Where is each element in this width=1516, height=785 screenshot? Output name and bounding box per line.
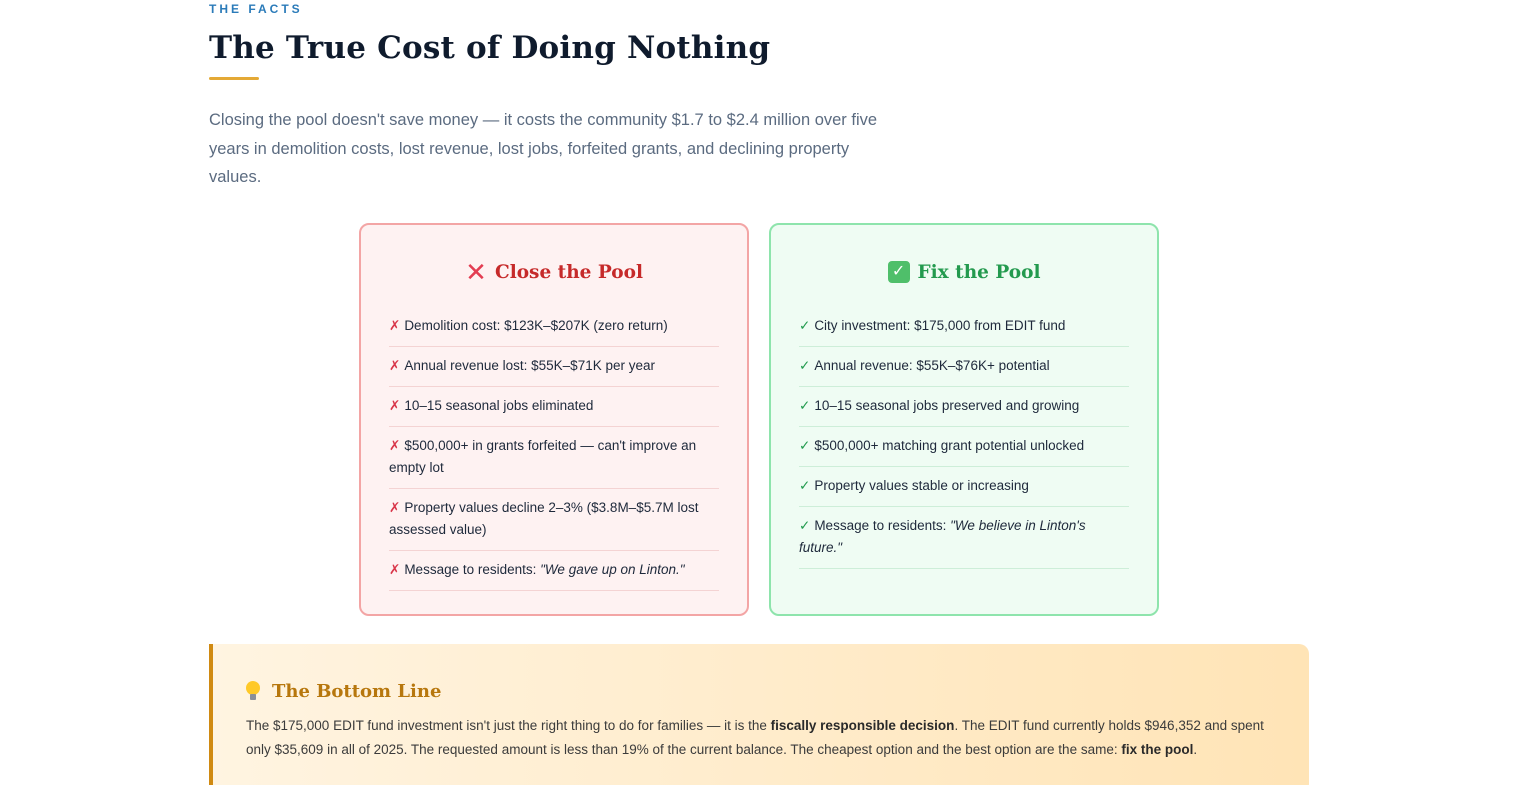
x-mark-icon: ✗ <box>389 398 401 413</box>
x-mark-icon: ✗ <box>389 562 401 577</box>
bottom-line-text <box>246 714 1286 762</box>
list-item <box>799 427 1129 467</box>
message-quote: "We gave up on Linton." <box>540 562 685 577</box>
bottom-line-text-part: . <box>1193 742 1198 757</box>
check-mark-icon: ✓ <box>799 518 811 533</box>
close-pool-card <box>359 223 749 616</box>
bottom-line-text-part: The $175,000 EDIT fund investment isn't just the right thing to do for families — it is the <box>246 718 771 733</box>
list-item-text: $500,000+ matching grant potential unlocked <box>814 438 1085 453</box>
list-item-text: Annual revenue: $55K–$76K+ potential <box>814 358 1050 373</box>
bottom-line-title: The Bottom Line <box>272 680 442 702</box>
bottom-line-text-part: . The EDIT fund currently holds $946,352 and spent only $35,609 in all of 2025. The requested amount is less than 19% of the current balance. The cheapest option and the best option are the same: <box>246 718 1264 757</box>
close-pool-title: Close the Pool <box>494 261 644 283</box>
check-mark-icon: ✓ <box>799 398 811 413</box>
check-mark-icon: ✓ <box>799 438 811 453</box>
x-mark-icon: ✗ <box>389 358 401 373</box>
message-label: Message to residents: <box>404 562 541 577</box>
check-mark-icon: ✓ <box>799 318 811 333</box>
list-item-text: Property values decline 2–3% ($3.8M–$5.7M lost assessed value) <box>389 500 699 537</box>
check-icon: ✓ <box>888 261 910 283</box>
list-item <box>799 347 1129 387</box>
list-item <box>389 489 719 551</box>
x-mark-icon: ✗ <box>389 318 401 333</box>
list-item-text: Demolition cost: $123K–$207K (zero return) <box>404 318 668 333</box>
bottom-line-emphasis: fix the pool <box>1121 742 1194 757</box>
list-item-text: Property values stable or increasing <box>814 478 1029 493</box>
list-item <box>799 307 1129 347</box>
fix-pool-card-header <box>799 257 1129 287</box>
x-mark-icon: ✗ <box>389 438 401 453</box>
list-item-text: 10–15 seasonal jobs eliminated <box>404 398 594 413</box>
list-item-text: 10–15 seasonal jobs preserved and growing <box>814 398 1080 413</box>
fix-pool-card <box>769 223 1159 616</box>
bottom-line-header <box>246 676 1275 706</box>
lightbulb-icon <box>246 681 260 701</box>
check-mark-icon: ✓ <box>799 358 811 373</box>
message-label: Message to residents: <box>814 518 951 533</box>
list-item <box>389 387 719 427</box>
list-item-text: City investment: $175,000 from EDIT fund <box>814 318 1066 333</box>
list-item <box>799 387 1129 427</box>
bottom-line-emphasis: fiscally responsible decision <box>770 718 955 733</box>
list-item <box>389 551 719 591</box>
x-mark-icon: ✗ <box>389 500 401 515</box>
message-quote: "We believe in Linton's future." <box>799 518 1086 555</box>
x-icon: ✕ <box>465 257 487 287</box>
fix-pool-list <box>799 307 1129 569</box>
close-pool-card-header <box>389 257 719 287</box>
list-item-text: $500,000+ in grants forfeited — can't improve an empty lot <box>389 438 697 475</box>
list-item <box>389 307 719 347</box>
list-item-text: Annual revenue lost: $55K–$71K per year <box>404 358 655 373</box>
close-pool-list <box>389 307 719 591</box>
section-eyebrow: THE FACTS <box>209 2 303 16</box>
bottom-line-callout <box>209 644 1309 785</box>
fix-pool-title: Fix the Pool <box>917 261 1041 283</box>
intro-paragraph: Closing the pool doesn't save money — it costs the community $1.7 to $2.4 million over five years in demolition costs, lost revenue, lost jobs, forfeited grants, and declining property values. <box>209 111 878 186</box>
title-underline <box>209 77 259 80</box>
list-item <box>389 347 719 387</box>
list-item <box>799 467 1129 507</box>
check-mark-icon: ✓ <box>799 478 811 493</box>
list-item <box>799 507 1129 569</box>
page-title: The True Cost of Doing Nothing <box>209 30 771 66</box>
list-item <box>389 427 719 489</box>
